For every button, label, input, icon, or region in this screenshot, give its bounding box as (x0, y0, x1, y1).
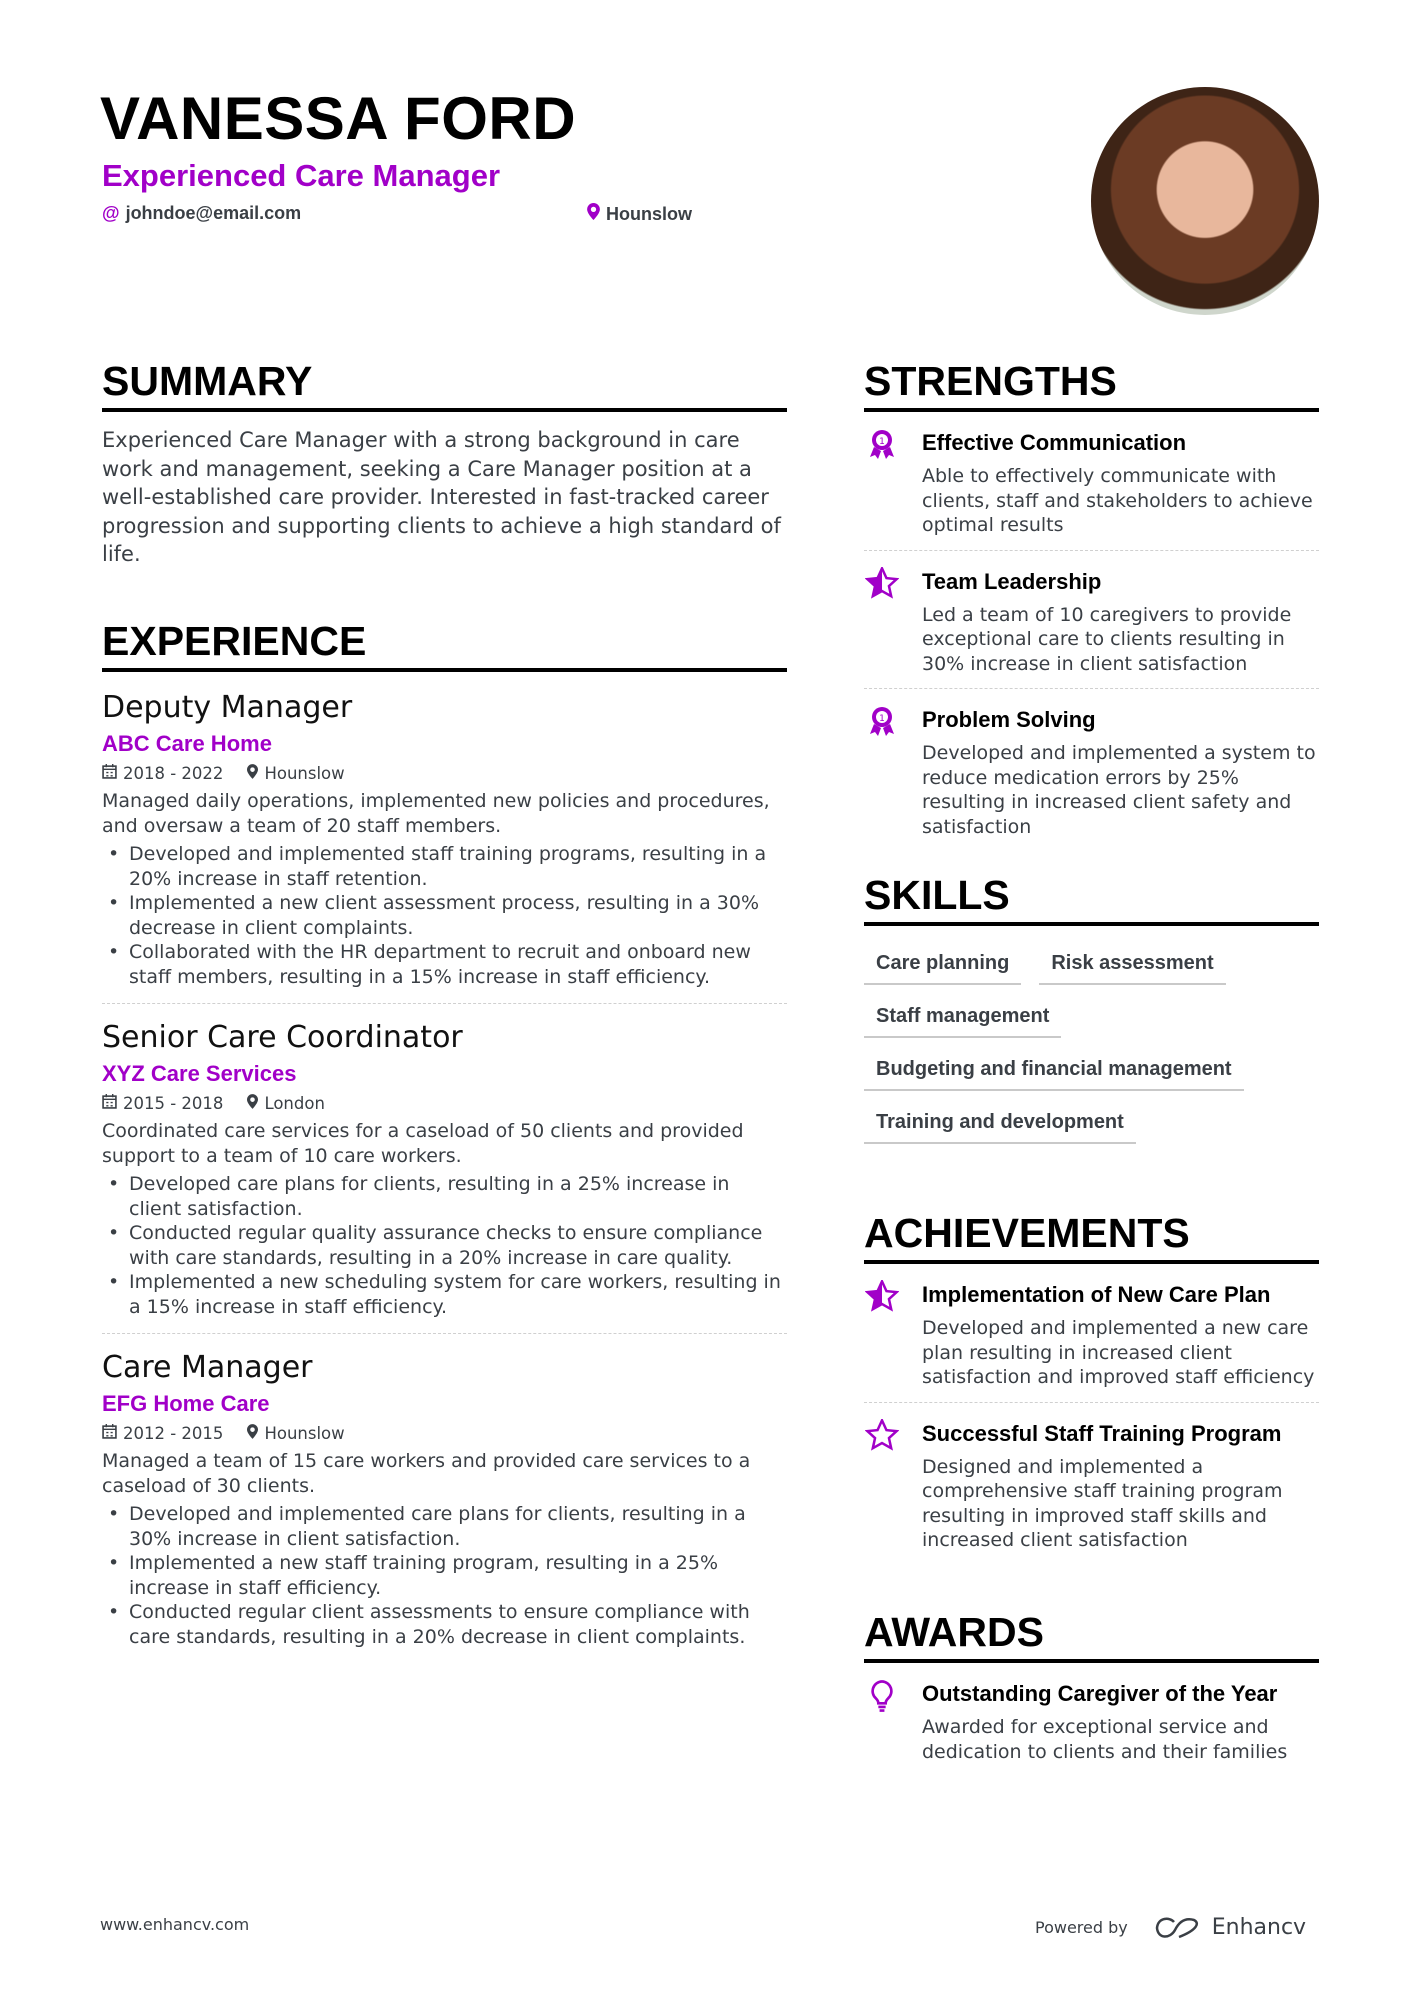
job-location: London (264, 1094, 325, 1113)
job-bullet: • Developed care plans for clients, resulting in a 25% increase in client satisfaction. (102, 1172, 787, 1221)
job-bullet: • Collaborated with the HR department to recruit and onboard new staff members, resulting in a 15% increase in staff efficiency. (102, 940, 787, 989)
brand-name: Enhancv (1211, 1915, 1307, 1940)
skill-tag: Budgeting and financial management (864, 1044, 1244, 1091)
skill-tag: Staff management (864, 991, 1061, 1038)
strengths-section (864, 356, 1319, 851)
strengths-item (864, 689, 1319, 851)
job-description: Managed daily operations, implemented new policies and procedures, and oversaw a team of 20 staff members. (102, 790, 770, 837)
job-title: Care Manager (102, 1350, 313, 1385)
item-title: Successful Staff Training Program (922, 1420, 1282, 1446)
job-title: Senior Care Coordinator (102, 1020, 463, 1055)
calendar-icon (102, 1424, 117, 1443)
job-bullet: • Implemented a new staff training program, resulting in a 25% increase in staff efficiency. (102, 1551, 787, 1600)
item-title: Implementation of New Care Plan (922, 1282, 1271, 1307)
job-location: Hounslow (264, 764, 345, 783)
star-half-icon (864, 567, 900, 677)
candidate-title: Experienced Care Manager (102, 158, 501, 193)
company-name: EFG Home Care (102, 1391, 270, 1416)
svg-text:1: 1 (879, 714, 885, 724)
item-title: Outstanding Caregiver of the Year (922, 1681, 1278, 1706)
item-title: Problem Solving (922, 707, 1096, 732)
awards-item (864, 1663, 1319, 1776)
award-ribbon-icon (864, 705, 900, 839)
job-dates: 2018 - 2022 (123, 764, 224, 783)
item-description: Awarded for exceptional service and dedication to clients and their families (922, 1716, 1288, 1763)
location-pin-icon (247, 1094, 258, 1113)
calendar-icon (102, 764, 117, 783)
strengths-item (864, 412, 1319, 551)
footer-url[interactable]: www.enhancv.com (100, 1915, 250, 1934)
job-bullet: • Developed and implemented care plans for clients, resulting in a 30% increase in client satisfaction. (102, 1502, 787, 1551)
job-title: Deputy Manager (102, 690, 353, 725)
job-dates: 2015 - 2018 (123, 1094, 224, 1113)
at-icon: @ (102, 203, 120, 223)
lightbulb-icon (864, 1679, 900, 1764)
summary-section (102, 356, 787, 569)
achievements-item (864, 1264, 1319, 1403)
summary-heading: SUMMARY (102, 356, 787, 412)
powered-by-text: Powered by (1035, 1918, 1128, 1937)
footer-branding (1035, 1915, 1306, 1940)
email-text: johndoe@email.com (125, 203, 302, 223)
star-half-icon (864, 1280, 900, 1390)
awards-section (864, 1607, 1319, 1776)
skill-tag: Training and development (864, 1097, 1136, 1144)
location-pin-icon (247, 1424, 258, 1443)
job-location: Hounslow (264, 1424, 345, 1443)
job-description: Managed a team of 15 care workers and provided care services to a caseload of 30 clients. (102, 1450, 751, 1497)
item-description: Able to effectively communicate with clients, staff and stakeholders to achieve optimal results (922, 465, 1313, 536)
svg-text:1: 1 (879, 437, 885, 447)
location-pin-icon (587, 203, 600, 225)
job-description: Coordinated care services for a caseload of 50 clients and provided support to a team of 10 care workers. (102, 1120, 744, 1167)
company-name: XYZ Care Services (102, 1061, 297, 1086)
item-description: Designed and implemented a comprehensive staff training program resulting in improved staff skills and increased client satisfaction (922, 1455, 1283, 1551)
job-dates: 2012 - 2015 (123, 1424, 224, 1443)
skill-tag: Care planning (864, 938, 1021, 985)
achievements-heading: ACHIEVEMENTS (864, 1208, 1319, 1264)
strengths-heading: STRENGTHS (864, 356, 1319, 412)
calendar-icon (102, 1094, 117, 1113)
job-entry (102, 1348, 787, 1663)
job-bullet: • Developed and implemented staff training programs, resulting in a 20% increase in staff retention. (102, 842, 787, 891)
company-name: ABC Care Home (102, 731, 272, 756)
achievements-section (864, 1208, 1319, 1565)
job-entry (102, 688, 787, 1004)
item-description: Led a team of 10 caregivers to provide exceptional care to clients resulting in 30% increase in client satisfaction (922, 603, 1292, 675)
job-entry (102, 1018, 787, 1334)
item-title: Team Leadership (922, 568, 1102, 594)
awards-heading: AWARDS (864, 1607, 1319, 1663)
job-bullet: • Conducted regular client assessments to ensure compliance with care standards, resulting in a 20% decrease in client complaints. (102, 1600, 787, 1649)
contact-email[interactable] (102, 203, 301, 224)
skills-heading: SKILLS (864, 870, 1319, 926)
skill-tag: Risk assessment (1039, 938, 1225, 985)
job-bullet: • Conducted regular quality assurance checks to ensure compliance with care standards, resulting in a 20% increase in care quality. (102, 1221, 787, 1270)
experience-section (102, 616, 787, 1677)
award-ribbon-icon (864, 428, 900, 538)
location-pin-icon (247, 764, 258, 783)
experience-heading: EXPERIENCE (102, 616, 787, 672)
item-title: Effective Communication (922, 430, 1187, 455)
enhancv-logo-icon (1154, 1916, 1200, 1940)
achievements-item (864, 1403, 1319, 1565)
star-outline-icon (864, 1419, 900, 1553)
strengths-item (864, 551, 1319, 690)
contact-location (587, 203, 692, 225)
candidate-name: VANESSA FORD (100, 85, 577, 152)
item-description: Developed and implemented a system to reduce medication errors by 25% resulting in increased client safety and satisfaction (922, 742, 1316, 838)
summary-text: Experienced Care Manager with a strong background in care work and management, seeking a Care Manager position at a well-established care provider. Interested in fast-tracked career progression and supporting clients to achieve a high standard of life. (102, 428, 781, 567)
job-bullet: • Implemented a new client assessment process, resulting in a 30% decrease in client complaints. (102, 891, 787, 940)
location-text: Hounslow (606, 203, 692, 224)
skills-section (864, 870, 1319, 1150)
item-description: Developed and implemented a new care plan resulting in increased client satisfaction and improved staff efficiency (922, 1317, 1315, 1388)
profile-photo (1091, 87, 1319, 315)
job-bullet: • Implemented a new scheduling system for care workers, resulting in a 15% increase in staff efficiency. (102, 1270, 787, 1319)
